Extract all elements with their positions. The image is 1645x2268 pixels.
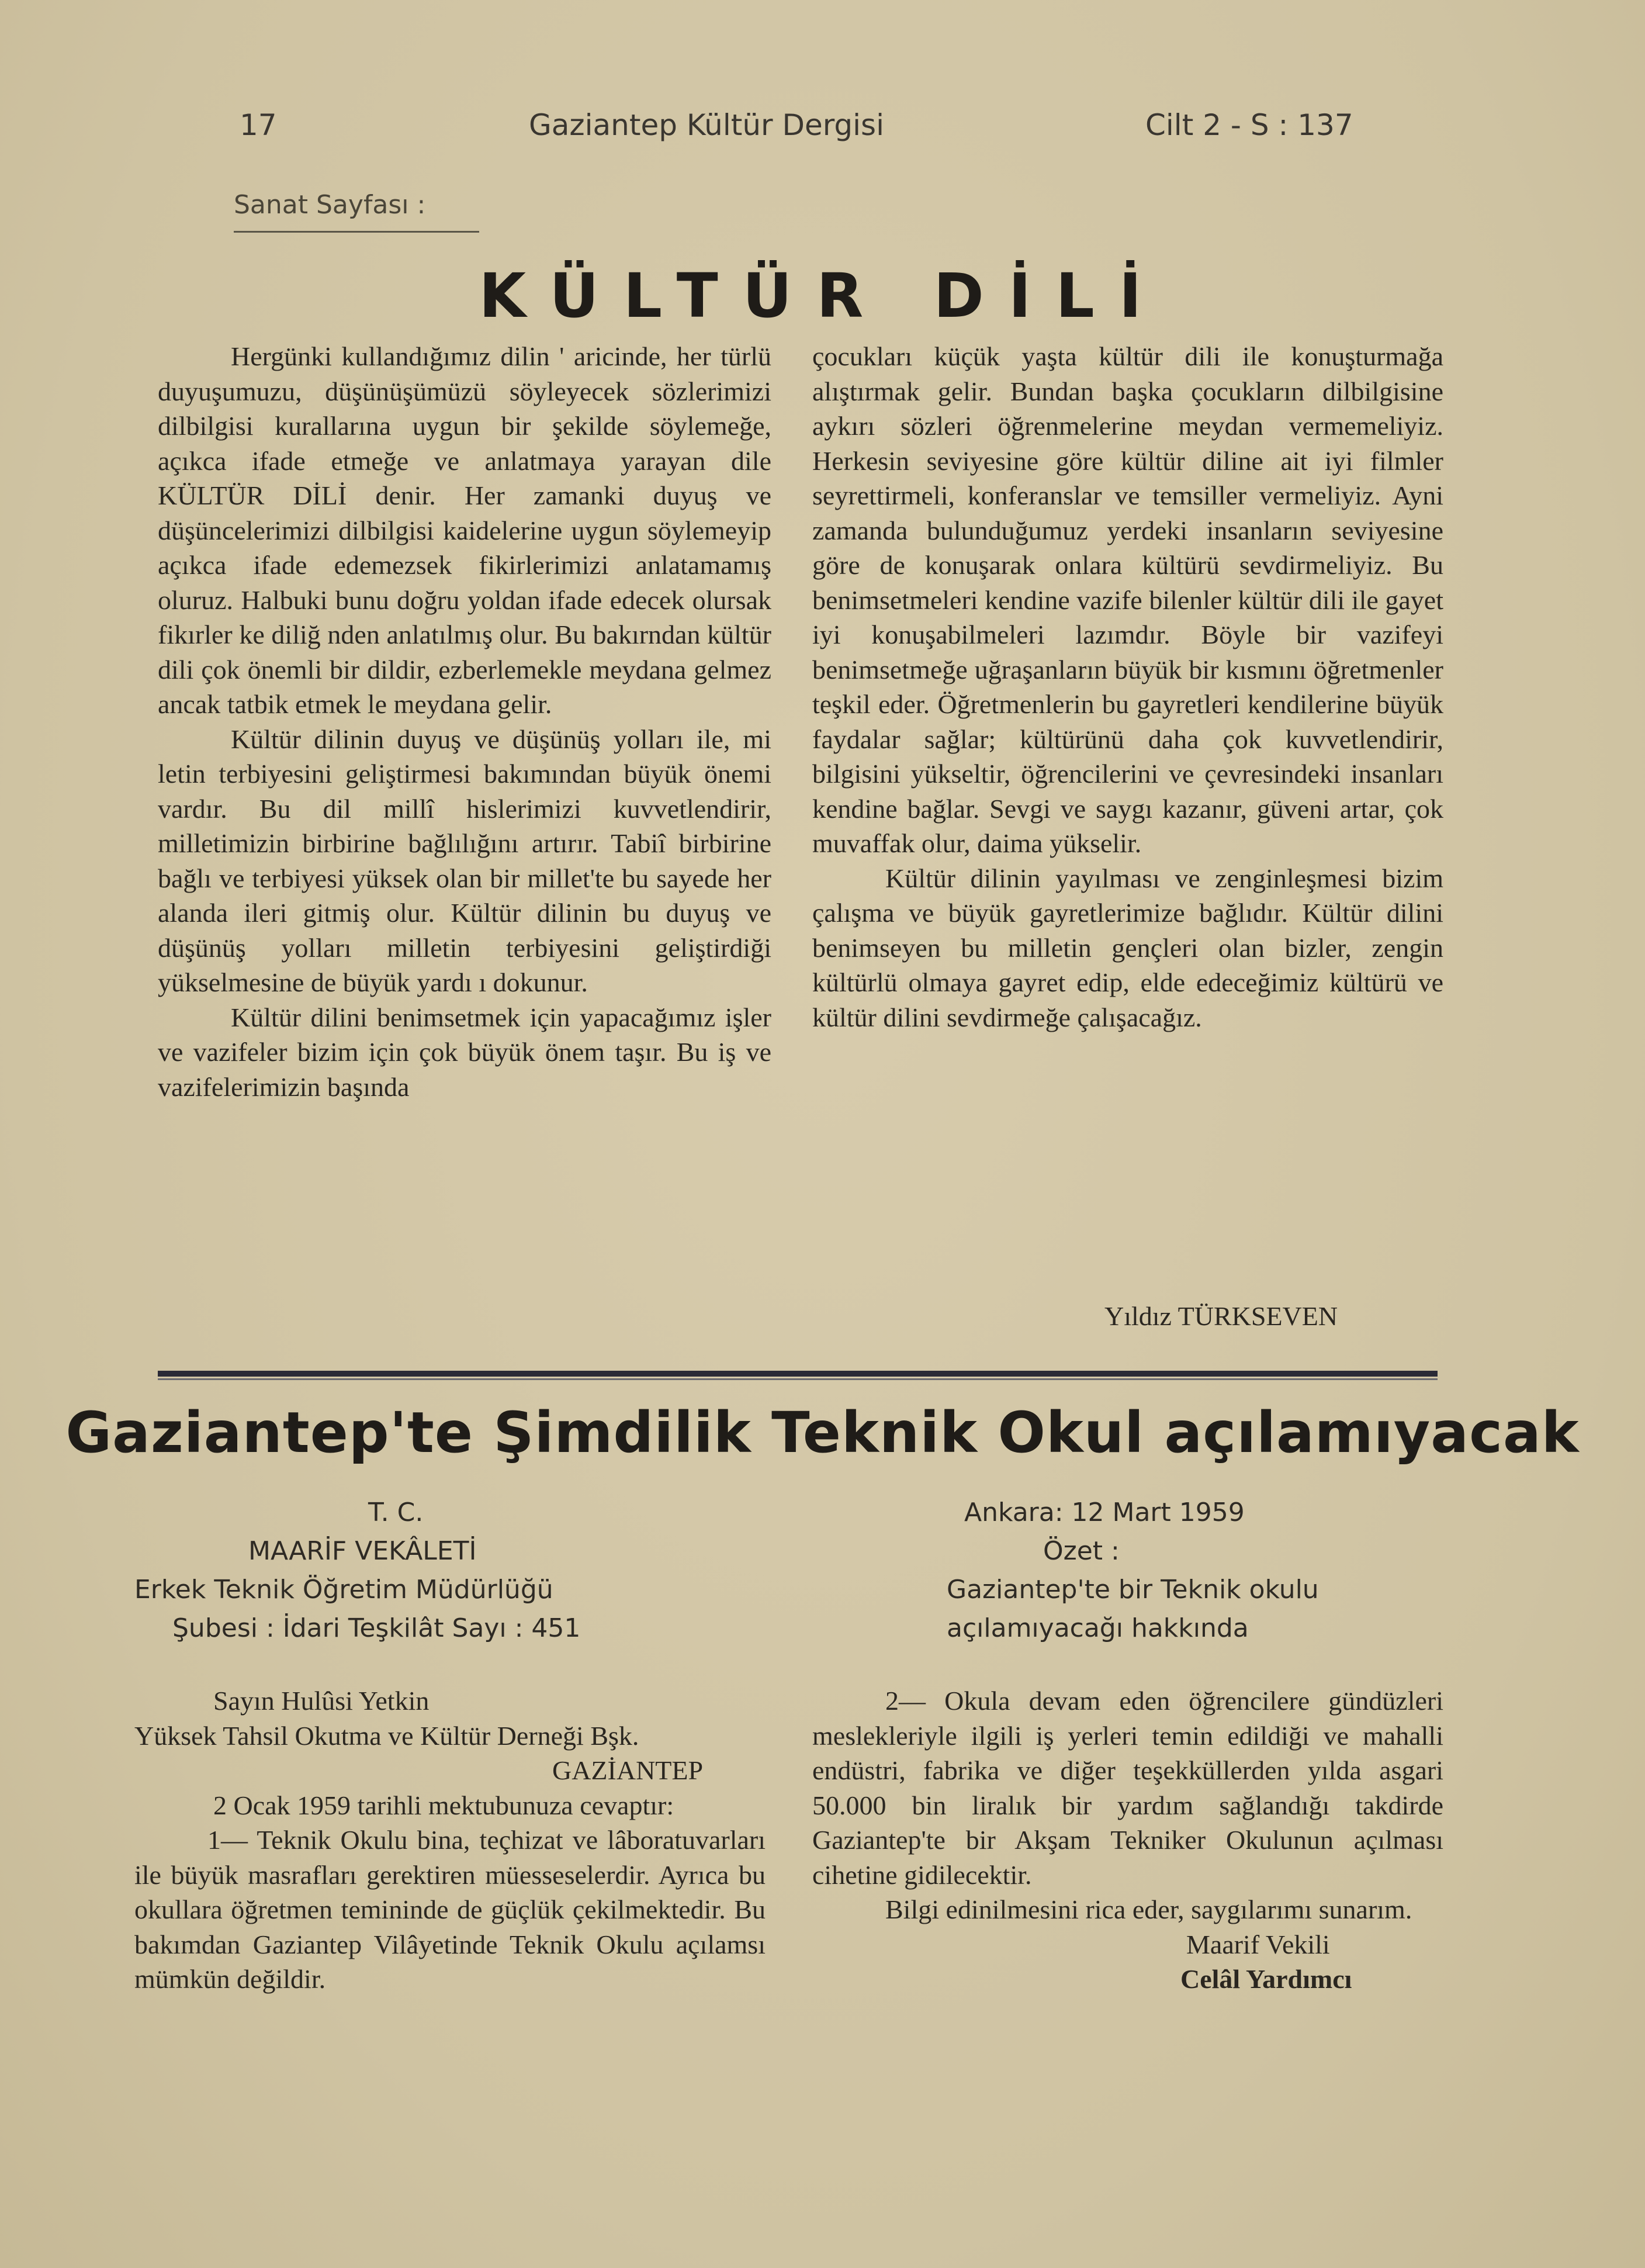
section-divider — [158, 1371, 1438, 1377]
addressee-line: Yüksek Tahsil Okutma ve Kültür Derneği Bşk. — [134, 1720, 639, 1751]
letter-org-line: T. C. — [368, 1498, 424, 1527]
letter-summary-label: Özet : — [1043, 1536, 1120, 1566]
paragraph: Kültür dilini benimsetmek için yapacağımız işler ve vazifeler bizim için çok büyük önem taşır. Bu iş ve vazifelerimizin başında — [158, 1002, 771, 1102]
article-column-right — [812, 339, 1443, 1035]
page-header — [0, 108, 1645, 149]
addressee-line: GAZİANTEP — [552, 1755, 704, 1785]
journal-title: Gaziantep Kültür Dergisi — [529, 108, 884, 142]
article-column-left — [158, 339, 771, 1104]
paragraph: Kültür dilinin duyuş ve düşünüş yolları ile, mi letin terbiyesini geliştirmesi bakımından büyük önemi vardır. Bu dil millî hislerimizi kuvvetlendirir, milletimizin birbirine bağlılığını artırır. Tabiî birbirine bağlı ve terbiyesi yüksek olan bir millet'te bu sayede her alanda ileri gitmiş olur. Kültür dilinin bu duyuş ve düşünüş yolları milletin terbiyesini geliştirdiği yükselmesine de büyük yardı ı dokunur. — [158, 724, 771, 997]
paragraph: 1— Teknik Okulu bina, teçhizat ve lâboratuvarları ile büyük masrafları gerektiren müesseselerdir. Ayrıca bu okullara öğretmen temininde de güçlük çekilmektedir. Bu bakımdan Gaziantep Vilâyetinde Teknik Okulu açılamsı mümkün değildir. — [134, 1825, 766, 1994]
article-title: KÜLTÜR DİLİ — [479, 260, 1166, 331]
letter-org-line: Erkek Teknik Öğretim Müdürlüğü — [134, 1575, 553, 1605]
letter-column-left — [134, 1683, 766, 1997]
paragraph: Kültür dilinin yayılması ve zenginleşmesi bizim çalışma ve büyük gayretlerimize bağlıdır. Kültür dilini benimseyen bu milletin gençleri olan bizler, zengin kültürlü olmaya gayret edip, elde edeceğimiz kültürü ve kültür dilini sevdirmeğe çalışacağız. — [812, 863, 1443, 1032]
section-label: Sanat Sayfası : — [234, 190, 426, 220]
paragraph: 2 Ocak 1959 tarihli mektubunuza cevaptır: — [213, 1790, 674, 1820]
letter-date: Ankara: 12 Mart 1959 — [964, 1498, 1245, 1527]
signature-title: Maarif Vekili — [1186, 1929, 1330, 1959]
letter-summary-line: Gaziantep'te bir Teknik okulu — [947, 1575, 1319, 1605]
letter-column-right — [812, 1683, 1443, 1997]
paragraph: Hergünki kullandığımız dilin ' aricinde, her türlü duyuşumuzu, düşünüşümüzü söyleyecek sözlerimizi dilbilgisi kurallarına uygun bir şekilde söylemeğe, açıkca ifade etmeğe ve anlatmaya yarayan dile KÜLTÜR DİLİ denir. Her zamanki duyuş ve düşüncelerimizi dilbilgisi kaidelerine uygun söylemeyip açıkca ifade edemezsek fikirlerimizi anlatamamış oluruz. Halbuki bunu doğru yoldan ifade edecek olursak fikırler ke diliğ nden anlatılmış olur. Bu bakırndan kültür dili çok önemli bir dildir, ezberlemekle meydana gelmez ancak tatbik etmek le meydana gelir. — [158, 341, 771, 719]
letter-org-line: MAARİF VEKÂLETİ — [248, 1536, 477, 1566]
letter-org-line: Şubesi : İdari Teşkilât Sayı : 451 — [172, 1613, 581, 1643]
page-number: 17 — [240, 108, 277, 142]
letter-header-left — [134, 1493, 580, 1648]
paragraph: Bilgi edinilmesini rica eder, saygılarımı sunarım. — [885, 1894, 1412, 1924]
article-author: Yıldız TÜRKSEVEN — [1104, 1301, 1338, 1331]
signature-name: Celâl Yardımcı — [1180, 1964, 1352, 1994]
letter-header-right — [947, 1493, 1319, 1648]
volume-number: Cilt 2 - S : 137 — [1145, 108, 1353, 142]
news-headline: Gaziantep'te Şimdilik Teknik Okul açılamıyacak — [65, 1400, 1580, 1465]
letter-summary-line: açılamıyacağı hakkında — [947, 1613, 1249, 1643]
paragraph: 2— Okula devam eden öğrencilere gündüzleri meslekleriyle ilgili iş yerleri temin edildiği ve mahalli endüstri, fabrika ve diğer teşekküllerden yılda asgari 50.000 bin liralık bir yardım sağlandığı takdirde Gaziantep'te bir Akşam Tekniker Okulunun açılması cihetine gidilecektir. — [812, 1686, 1443, 1890]
section-rule — [234, 231, 479, 233]
paragraph: çocukları küçük yaşta kültür dili ile konuşturmağa alıştırmak gelir. Bundan başka çocukların dilbilgisine aykırı sözleri öğrenmelerine meydan vermemeliyiz. Herkesin seviyesine göre kültür diline ait iyi filmler seyrettirmeli, konferanslar ve temsiller vermeliyiz. Ayni zamanda bulunduğumuz yerdeki insanların seviyesine göre de konuşarak onlara kültürü sevdirmeliyiz. Bu benimsetmeleri kendine vazife bilenler kültür dili ile gayet iyi konuşabilmeleri lazımdır. Böyle bir vazifeyi benimsetmeğe uğraşanların büyük bir kısmını öğretmenler teşkil eder. Öğretmenlerin bu gayretleri kendilerine büyük faydalar sağlar; kültürünü daha çok kuvvetlendirir, bilgisini yükseltir, öğrencilerini ve çevresindeki insanları kendine bağlar. Sevgi ve saygı kazanır, güveni artar, çok muvaffak olur, daima yükselir. — [812, 341, 1443, 858]
section-divider-thin — [158, 1378, 1438, 1380]
addressee-line: Sayın Hulûsi Yetkin — [213, 1686, 430, 1716]
